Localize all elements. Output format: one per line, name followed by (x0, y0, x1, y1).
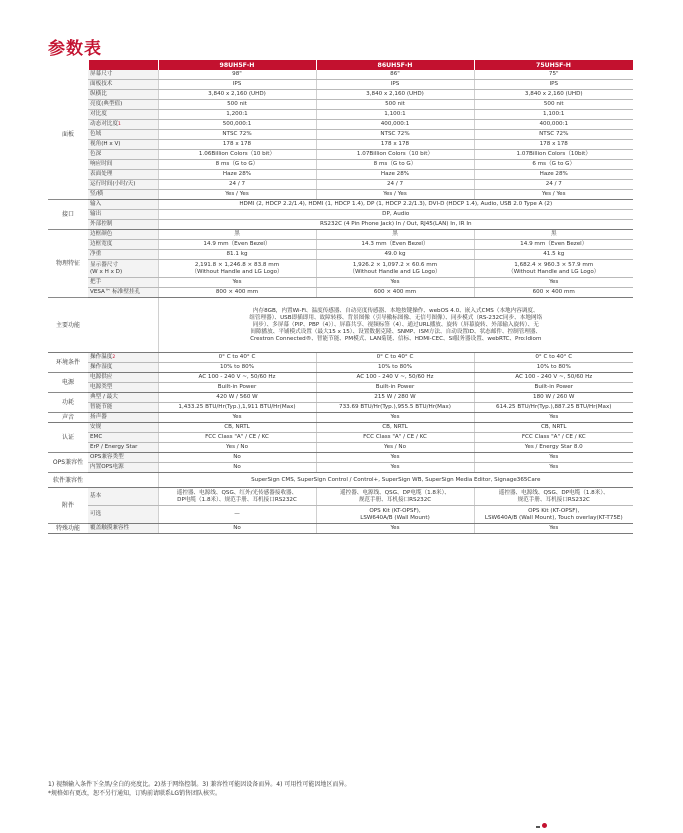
group-label: 附件 (48, 488, 88, 524)
row-label: 安规 (88, 423, 158, 433)
cell-value: 500 nit (316, 100, 474, 110)
group-label: OPS兼容性 (48, 453, 88, 473)
row-label: 纵横比 (88, 90, 158, 100)
table-row (48, 403, 633, 413)
table-row (48, 524, 633, 534)
row-label: 内置OPS电源 (88, 463, 158, 473)
group-label: 面板 (48, 70, 88, 200)
row-label: 响应时间 (88, 160, 158, 170)
brand-logo-icon (542, 823, 547, 828)
cell-value (158, 260, 316, 278)
cell-value: AC 100 - 240 V ~, 50/60 Hz (474, 373, 633, 383)
cell-value: NTSC 72% (316, 130, 474, 140)
row-label: 色域 (88, 130, 158, 140)
table-row (48, 278, 633, 288)
cell-value: Haze 28% (158, 170, 316, 180)
footnotes (48, 780, 638, 798)
cell-value: 10% to 80% (474, 363, 633, 373)
cell-value: IPS (158, 80, 316, 90)
table-row (48, 288, 633, 298)
row-label: 扬声器 (88, 413, 158, 423)
cell-value: 3,840 x 2,160 (UHD) (316, 90, 474, 100)
footnote-mark: 1 (117, 122, 121, 127)
cell-value: Yes / Yes (158, 190, 316, 200)
cell-value: Yes (316, 413, 474, 423)
group-label: 环境条件 (48, 353, 88, 373)
row-label: 屏幕尺寸 (88, 70, 158, 80)
cell-value: 1.07Billion Colors（10bit） (474, 150, 633, 160)
cell-value: Yes / No (316, 443, 474, 453)
cell-value: 86" (316, 70, 474, 80)
cell-value (158, 506, 316, 524)
group-label: 接口 (48, 200, 88, 230)
cell-value: No (158, 524, 316, 534)
table-row (48, 120, 633, 130)
cell-value: 3,840 x 2,160 (UHD) (158, 90, 316, 100)
features-line: 间隙播放、平铺模式设置（最大15 x 15）、设置数据克隆、SNMP、ISM方法、自动设置ID、状态邮件、控制管理器、 (250, 328, 542, 335)
row-label-blank (88, 298, 158, 353)
cell-value: 500,000:1 (158, 120, 316, 130)
cell-value (474, 488, 633, 506)
row-label: EMC (88, 433, 158, 443)
cell-value: Yes (474, 463, 633, 473)
table-row (48, 140, 633, 150)
cell-value: 1.06Billion Colors（10 bit） (158, 150, 316, 160)
cell-value: SuperSign CMS, SuperSign Control / Control+, SuperSign WB, SuperSign Media Editor, Signage365Care (158, 473, 633, 488)
cell-value: No (158, 463, 316, 473)
cell-value: Yes (316, 463, 474, 473)
cell-value: IPS (474, 80, 633, 90)
cell-line: DP电缆（1.8米）、规范手册、耳机接口RS232C (177, 496, 297, 503)
cell-value: 黑 (474, 230, 633, 240)
table-row (48, 453, 633, 463)
row-label: 色深 (88, 150, 158, 160)
row-label-line: 显示器尺寸 (90, 261, 118, 268)
cell-line: OPS Kit (KT-OPSF), (369, 507, 421, 514)
row-label: 输出 (88, 210, 158, 220)
table-row (48, 383, 633, 393)
table-row (48, 130, 633, 140)
cell-value: 215 W / 280 W (316, 393, 474, 403)
cell-value: 黑 (158, 230, 316, 240)
table-row (48, 70, 633, 80)
cell-value: 6 ms（G to G） (474, 160, 633, 170)
cell-value: Yes (474, 524, 633, 534)
row-label-blank (88, 473, 158, 488)
page-title: 参数表 (48, 39, 102, 59)
cell-value: Yes / Yes (474, 190, 633, 200)
cell-value: 178 x 178 (158, 140, 316, 150)
table-row (48, 240, 633, 250)
row-label: 净重 (88, 250, 158, 260)
brand-mark-bar (536, 826, 540, 828)
cell-value: Built-in Power (158, 383, 316, 393)
footnote-mark: 2 (112, 355, 116, 360)
cell-value: Haze 28% (474, 170, 633, 180)
features-line: Crestron Connected®、智能节能、PM模式、LAN菊链、信标、HDMI-CEC、SI服务器设置、webRTC、Pro:Idiom (250, 335, 542, 342)
features-line: 同步）、多屏幕（PIP、PBP（4））、屏幕共享、视频标签（4）、通过URL播放、旋转（屏幕旋转、外部输入旋转）、无 (252, 321, 539, 328)
cell-value: 1,100:1 (474, 110, 633, 120)
cell-value: 178 x 178 (474, 140, 633, 150)
table-row (48, 260, 633, 278)
cell-value: 1.07Billion Colors（10 bit） (316, 150, 474, 160)
cell-value: 81.1 kg (158, 250, 316, 260)
group-label: 认证 (48, 423, 88, 453)
row-label: 输入 (88, 200, 158, 210)
table-row (48, 353, 633, 363)
spec-table (48, 60, 634, 534)
cell-value: IPS (316, 80, 474, 90)
cell-value: NTSC 72% (158, 130, 316, 140)
cell-value: RS232C (4 Pin Phone Jack) In / Out, RJ45(LAN) In, IR In (158, 220, 633, 230)
table-row (48, 100, 633, 110)
row-label: 覆盖触摸兼容性 (88, 524, 158, 534)
row-label: ErP / Energy Star (88, 443, 158, 453)
row-label: 把手 (88, 278, 158, 288)
cell-value: 0° C to 40° C (474, 353, 633, 363)
cell-value: 500 nit (158, 100, 316, 110)
cell-value: 98" (158, 70, 316, 80)
row-label-text: 操作温度 (90, 354, 113, 360)
cell-value: 0° C to 40° C (316, 353, 474, 363)
table-row (48, 150, 633, 160)
group-label: 主要功能 (48, 298, 88, 353)
cell-value (474, 506, 633, 524)
cell-value: FCC Class "A" / CE / KC (316, 433, 474, 443)
row-label: 可选 (88, 506, 158, 524)
cell-line: 1,682.4 × 960.3 × 57.9 mm (514, 261, 594, 268)
cell-value: 14.3 mm（Even Bezel） (316, 240, 474, 250)
cell-value: 1,200:1 (158, 110, 316, 120)
features-line: 组管理器）、USB即插即用、故障转移、背景图像（引导徽标图像、无信号图像）、同步模式（RS-232C同步、本地网络 (249, 314, 543, 321)
row-label: 典型 / 最大 (88, 393, 158, 403)
cell-value: FCC Class "A" / CE / KC (474, 433, 633, 443)
row-label: 电源类型 (88, 383, 158, 393)
cell-value: CB, NRTL (158, 423, 316, 433)
cell-value: Yes / Yes (316, 190, 474, 200)
cell-value: Yes (158, 413, 316, 423)
cell-value: No (158, 453, 316, 463)
cell-value: 14.9 mm（Even Bezel） (474, 240, 633, 250)
row-label: VESA™ 标准壁挂孔 (88, 288, 158, 298)
cell-line: 1,926.2 × 1,097.2 × 60.6 mm (352, 261, 438, 268)
cell-value: CB, NRTL (316, 423, 474, 433)
cell-value: 500 nit (474, 100, 633, 110)
cell-value: AC 100 - 240 V ~, 50/60 Hz (158, 373, 316, 383)
table-row (48, 200, 633, 210)
footnote-line: *规格如有更改，恕不另行通知，订购前请联系LG销售团队核实。 (48, 790, 221, 797)
group-label: 声音 (48, 413, 88, 423)
row-label (88, 353, 158, 363)
row-label-line: (W x H x D) (90, 268, 123, 275)
table-row (48, 170, 633, 180)
cell-value: 14.9 mm（Even Bezel） (158, 240, 316, 250)
cell-value (316, 260, 474, 278)
cell-value: Yes (316, 278, 474, 288)
cell-value: 24 / 7 (316, 180, 474, 190)
cell-value: FCC Class "A" / CE / KC (158, 433, 316, 443)
model-header: 75UH5F-H (474, 60, 633, 70)
cell-value: 800 × 400 mm (158, 288, 316, 298)
table-row (48, 80, 633, 90)
cell-value: Yes (316, 524, 474, 534)
table-row (48, 363, 633, 373)
cell-value: 400,000:1 (474, 120, 633, 130)
row-label (88, 120, 158, 130)
row-label: 视角(H x V) (88, 140, 158, 150)
cell-value: 180 W / 260 W (474, 393, 633, 403)
cell-value: 600 × 400 mm (474, 288, 633, 298)
cell-value: 49.0 kg (316, 250, 474, 260)
row-label (88, 260, 158, 278)
table-row (48, 160, 633, 170)
cell-line: 遥控器、电源线、QSG、DP电缆（1.8米）、 (340, 489, 450, 496)
row-label: 表面处理 (88, 170, 158, 180)
cell-line: （Without Handle and LG Logo） (349, 268, 441, 275)
cell-value: Yes (474, 413, 633, 423)
cell-value: 0° C to 40° C (158, 353, 316, 363)
cell-value: HDMI (2, HDCP 2.2/1.4), HDMI (1, HDCP 1.4), DP (1, HDCP 2.2/1.3), DVI-D (HDCP 1.4), Audio, USB 2.0 Type A (2) (158, 200, 633, 210)
model-header: 98UH5F-H (158, 60, 316, 70)
cell-value: 75" (474, 70, 633, 80)
row-label: 面板技术 (88, 80, 158, 90)
cell-line: （Without Handle and LG Logo） (508, 268, 600, 275)
row-label: 电源供应 (88, 373, 158, 383)
table-row (48, 180, 633, 190)
group-label: 电源 (48, 373, 88, 393)
cell-value: 1,100:1 (316, 110, 474, 120)
table-row (48, 463, 633, 473)
row-label: 对比度 (88, 110, 158, 120)
cell-line: LSW640A/B (Wall Mount), Touch overlay(KT-T75E) (484, 514, 623, 521)
model-header-row (48, 60, 633, 70)
cell-value: NTSC 72% (474, 130, 633, 140)
cell-value (316, 488, 474, 506)
table-row (48, 250, 633, 260)
cell-value: 420 W / 560 W (158, 393, 316, 403)
cell-value: Yes (316, 453, 474, 463)
table-row (48, 110, 633, 120)
model-header: 86UH5F-H (316, 60, 474, 70)
table-row (48, 210, 633, 220)
cell-value (316, 506, 474, 524)
cell-value: Built-in Power (316, 383, 474, 393)
cell-value: AC 100 - 240 V ~, 50/60 Hz (316, 373, 474, 383)
table-row (48, 230, 633, 240)
cell-value: Yes (474, 278, 633, 288)
cell-line: — (234, 511, 240, 517)
cell-value: 10% to 80% (158, 363, 316, 373)
cell-line: OPS Kit (KT-OPSF), (528, 507, 580, 514)
table-row (48, 443, 633, 453)
cell-line: LSW640A/B (Wall Mount) (360, 514, 430, 521)
cell-value: 600 × 400 mm (316, 288, 474, 298)
footnote-line: 1) 视频输入条件下全黑/全白的亮度比。2)基于网络控制。3) 兼容性可能因设备而异。4) 可用性可能因地区而异。 (48, 781, 351, 788)
cell-value: Yes / No (158, 443, 316, 453)
cell-line: （Without Handle and LG Logo） (191, 268, 283, 275)
cell-value: Yes (474, 453, 633, 463)
row-label: 基本 (88, 488, 158, 506)
cell-value (474, 260, 633, 278)
row-label: 边框颜色 (88, 230, 158, 240)
table-row (48, 506, 633, 524)
row-label: 运行时间(小时/天) (88, 180, 158, 190)
group-label: 软件兼容性 (48, 473, 88, 488)
cell-line: 2,191.8 × 1,246.8 × 83.8 mm (194, 261, 280, 268)
cell-value: 400,000:1 (316, 120, 474, 130)
cell-value: Haze 28% (316, 170, 474, 180)
table-row (48, 90, 633, 100)
table-row (48, 433, 633, 443)
cell-value: 10% to 80% (316, 363, 474, 373)
table-row (48, 413, 633, 423)
cell-value: 178 x 178 (316, 140, 474, 150)
header-blank (88, 60, 158, 70)
table-row (48, 473, 633, 488)
cell-value: 8 ms（G to G） (316, 160, 474, 170)
row-label: 智能节能 (88, 403, 158, 413)
cell-value: 41.5 kg (474, 250, 633, 260)
cell-value: 614.25 BTU/Hr(Typ.),887.25 BTU/Hr(Max) (474, 403, 633, 413)
cell-line: 规范手册、耳机接口RS232C (517, 496, 590, 503)
cell-value: 24 / 7 (158, 180, 316, 190)
cell-value: 24 / 7 (474, 180, 633, 190)
cell-value: DP, Audio (158, 210, 633, 220)
row-label-text: 动态对比度 (90, 121, 118, 127)
cell-value: CB, NRTL (474, 423, 633, 433)
table-row (48, 373, 633, 383)
table-row (48, 488, 633, 506)
cell-value: 黑 (316, 230, 474, 240)
cell-value: Yes / Energy Star 8.0 (474, 443, 633, 453)
row-label: OPS兼容类型 (88, 453, 158, 463)
group-label: 特殊功能 (48, 524, 88, 534)
cell-line: 遥控器、电源线、QSG、DP电缆（1.8米）、 (498, 489, 609, 496)
row-label: 竖/横 (88, 190, 158, 200)
cell-value (158, 488, 316, 506)
features-line: 内存8GB，内置Wi-Fi、温度传感器、自动亮度传感器、本地按键操作、webOS 4.0、嵌入式CMS（本地内容调度、 (252, 307, 539, 314)
cell-value: 1,433.25 BTU/Hr(Typ.),1,911 BTU/Hr(Max) (158, 403, 316, 413)
cell-value: Built-in Power (474, 383, 633, 393)
cell-line: 规范手册、耳机接口RS232C (358, 496, 432, 503)
table-row (48, 190, 633, 200)
features-text (158, 298, 633, 353)
row-label: 边框宽度 (88, 240, 158, 250)
row-label: 外部控制 (88, 220, 158, 230)
table-row (48, 298, 633, 353)
group-label: 功耗 (48, 393, 88, 413)
table-row (48, 393, 633, 403)
row-label: 亮度(典型值) (88, 100, 158, 110)
table-row (48, 220, 633, 230)
row-label: 操作湿度 (88, 363, 158, 373)
cell-value: Yes (158, 278, 316, 288)
table-row (48, 423, 633, 433)
cell-value: 3,840 x 2,160 (UHD) (474, 90, 633, 100)
cell-value: 733.69 BTU/Hr(Typ.),955.5 BTU/Hr(Max) (316, 403, 474, 413)
group-label: 物理特征 (48, 230, 88, 298)
cell-value: 8 ms（G to G） (158, 160, 316, 170)
cell-line: 遥控器、电源线、QSG、红外/光传感器接收器、 (176, 489, 298, 496)
